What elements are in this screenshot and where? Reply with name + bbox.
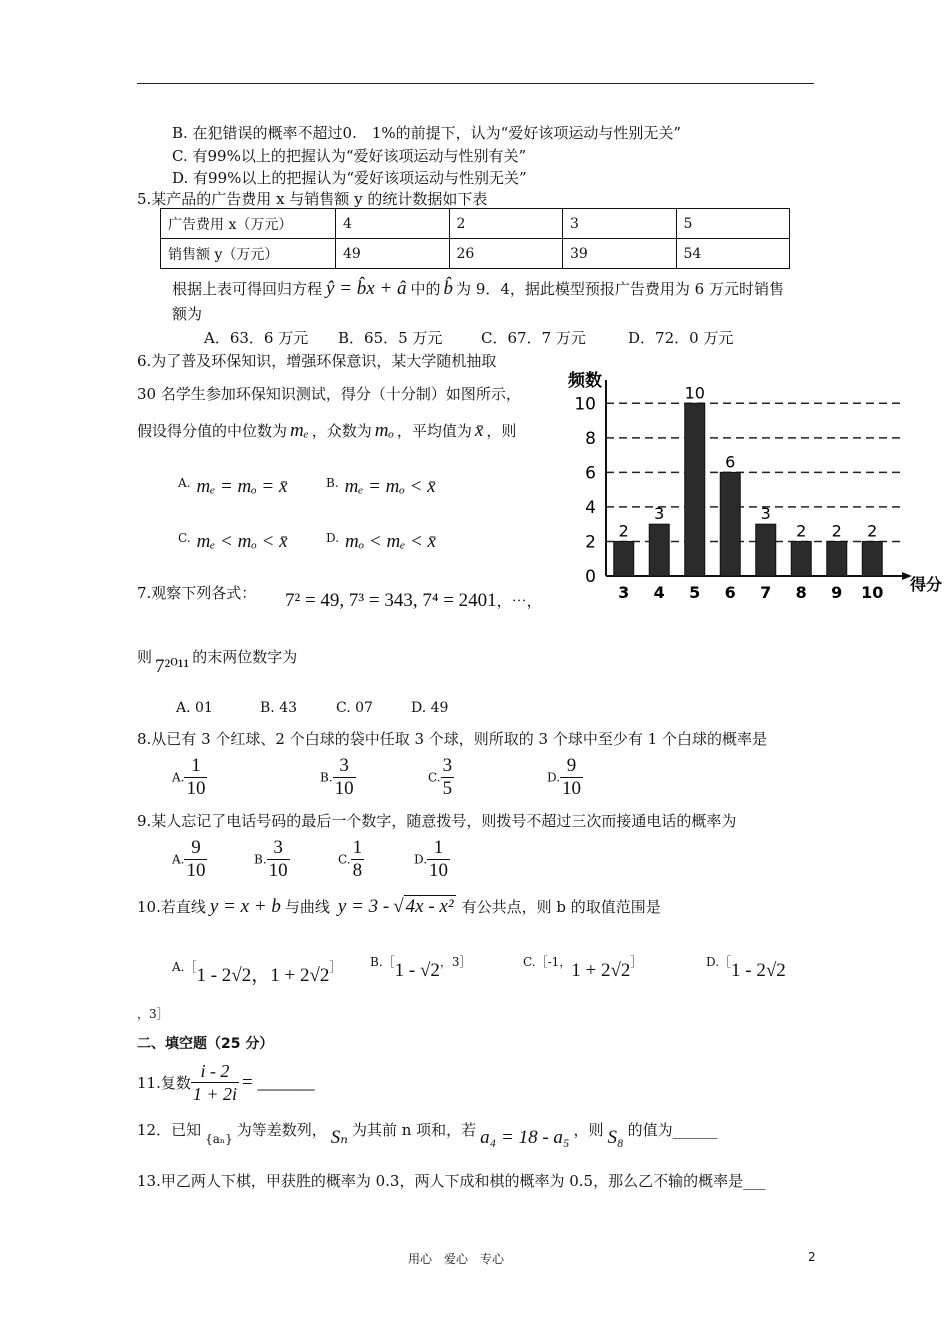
q8-option-b: B. $\frac{3}{10}$ xyxy=(320,755,354,799)
table-cell: 26 xyxy=(449,239,563,269)
q7-option-b: B. 43 xyxy=(260,700,298,716)
q13: 13.甲乙两人下棋，甲获胜的概率为 0.3，两人下成和棋的概率为 0.5，那么乙不输的概率是___ xyxy=(137,1172,766,1190)
table-cell: 4 xyxy=(336,209,450,239)
mode-symbol: mₒ xyxy=(374,420,394,441)
y-tick-label: 6 xyxy=(585,463,596,484)
table-cell: 销售额 y（万元） xyxy=(161,239,336,269)
q6-line3: 假设得分值的中位数为 mₑ ，众数为 mₒ ，平均值为 x̄ ，则 xyxy=(137,420,517,441)
q5-option-d: D．72．0 万元 xyxy=(628,329,734,347)
bar xyxy=(649,524,669,576)
bar-value-label: 3 xyxy=(760,504,771,524)
table-row xyxy=(161,209,790,239)
q10-option-d: D.［1 - 2√2 xyxy=(706,955,786,981)
q9-option-b: B. $\frac{3}{10}$ xyxy=(254,837,288,881)
y-tick-label: 0 xyxy=(585,567,596,587)
q10-option-d-continued: ，3］ xyxy=(137,1007,169,1021)
y-tick-label: 2 xyxy=(585,532,596,553)
q5-line1: 根据上表可得回归方程 ŷ = b̂x + â 中的 b̂ 为 9．4，据此模型预报广告费用为 6 万元时销售 xyxy=(172,278,784,299)
q5-data-table xyxy=(160,208,790,269)
bar-value-label: 10 xyxy=(684,383,705,403)
power-7-2011: 7²⁰¹¹ xyxy=(155,656,190,677)
table-row xyxy=(161,239,790,269)
q4-option-d: D. 有99%以上的把握认为“爱好该项运动与性别无关” xyxy=(172,169,527,187)
y-tick-label: 10 xyxy=(574,394,596,415)
q9-option-a: A. $\frac{9}{10}$ xyxy=(172,837,206,881)
table-cell: 49 xyxy=(336,239,450,269)
q7-option-a: A. 01 xyxy=(176,700,213,716)
q5-option-b: B．65．5 万元 xyxy=(338,329,443,347)
q6-line1: 6.为了普及环保知识，增强环保意识，某大学随机抽取 xyxy=(137,352,497,370)
x-axis-label: 得分 xyxy=(910,575,943,594)
x-tick-label: 4 xyxy=(653,583,665,602)
q6-option-a: $^{A.}$ mₑ = mₒ = x̄ xyxy=(178,476,288,497)
bar xyxy=(827,541,847,576)
table-cell: 3 xyxy=(563,209,677,239)
q7-option-c: C. 07 xyxy=(336,700,373,716)
table-cell: 54 xyxy=(676,239,790,269)
q6-option-c: $^{C.}$ mₑ < mₒ < x̄ xyxy=(178,531,288,552)
x-tick-label: 9 xyxy=(831,583,843,602)
y-tick-label: 4 xyxy=(585,497,596,518)
bar xyxy=(685,403,705,576)
q4-option-c: C. 有99%以上的把握认为“爱好该项运动与性别有关” xyxy=(172,147,527,165)
q7-stem: 7.观察下列各式： xyxy=(137,584,257,602)
frequency-bar-chart xyxy=(560,362,950,610)
bar xyxy=(720,472,740,576)
footer-motto: 用心 爱心 专心 xyxy=(408,1252,505,1266)
q5-stem: 5.某产品的广告费用 x 与销售额 y 的统计数据如下表 xyxy=(137,190,488,208)
mean-symbol: x̄ xyxy=(474,420,484,441)
q5-option-a: A．63．6 万元 xyxy=(204,329,309,347)
q11: 11.复数 $\frac{i - 2}{1 + 2i}$ = ______ xyxy=(137,1061,315,1104)
s-8: S₈ xyxy=(607,1127,624,1148)
bar xyxy=(791,541,811,576)
y-tick-label: 8 xyxy=(585,428,596,449)
q7-equation: 7² = 49, 7³ = 343, 7⁴ = 2401，⋯， xyxy=(285,590,542,611)
q5-option-c: C．67．7 万元 xyxy=(481,329,586,347)
bar xyxy=(756,524,776,576)
bar-value-label: 2 xyxy=(831,521,842,541)
bar-value-label: 6 xyxy=(725,452,736,472)
x-tick-label: 6 xyxy=(724,583,736,602)
q4-option-b: B. 在犯错误的概率不超过0. 1%的前提下，认为“爱好该项运动与性别无关” xyxy=(172,124,682,142)
bar-value-label: 2 xyxy=(867,521,878,541)
bar xyxy=(614,541,634,576)
q8-stem: 8.从已有 3 个红球、2 个白球的袋中任取 3 个球，则所取的 3 个球中至少有 1 个白球的概率是 xyxy=(137,730,767,748)
q9-option-c: C. $\frac{1}{8}$ xyxy=(338,837,363,881)
x-tick-label: 3 xyxy=(618,583,630,602)
q8-option-a: A. $\frac{1}{10}$ xyxy=(172,755,206,799)
q9-stem: 9.某人忘记了电话号码的最后一个数字，随意拨号，则拨号不超过三次而接通电话的概率为 xyxy=(137,812,737,830)
q6-line2: 30 名学生参加环保知识测试，得分（十分制）如图所示， xyxy=(137,385,521,403)
y-axis-label: 频数 xyxy=(568,371,602,391)
table-cell: 2 xyxy=(449,209,563,239)
x-tick-label: 5 xyxy=(689,583,701,602)
table-cell: 广告费用 x（万元） xyxy=(161,209,336,239)
q10-option-a: A.［1 - 2√2，1 + 2√2］ xyxy=(172,960,342,986)
x-tick-label: 8 xyxy=(795,583,807,602)
q8-option-d: D. $\frac{9}{10}$ xyxy=(547,755,582,799)
q7-option-d: D. 49 xyxy=(411,700,449,716)
q6-option-d: $^{D.}$ mₒ < mₑ < x̄ xyxy=(326,531,436,552)
q10-option-b: B.［1 - √2，3］ xyxy=(370,955,472,981)
header-rule xyxy=(137,83,814,84)
line-equation: y = x + b xyxy=(209,896,281,917)
q6-option-b: $^{B.}$ mₑ = mₒ < x̄ xyxy=(326,476,436,497)
q12: 12．已知 $_{\{a_n\}}$ 为等差数列， Sₙ 为其前 n 项和，若 a₄ = 18 - a₅ ，则 S₈ 的值为______ xyxy=(137,1121,718,1148)
table-cell: 5 xyxy=(676,209,790,239)
curve-equation: y = 3 - xyxy=(337,896,390,917)
bar xyxy=(862,541,882,576)
s-n: Sₙ xyxy=(330,1127,348,1148)
median-symbol: mₑ xyxy=(290,420,309,441)
b-hat: b̂ xyxy=(443,278,454,299)
bar-value-label: 2 xyxy=(796,521,807,541)
regression-equation: ŷ = b̂x + â xyxy=(326,278,407,299)
bar-value-label: 3 xyxy=(654,504,665,524)
x-tick-label: 10 xyxy=(861,583,884,602)
q9-option-d: D. $\frac{1}{10}$ xyxy=(414,837,449,881)
x-tick-label: 7 xyxy=(760,583,772,602)
bar-value-label: 2 xyxy=(618,521,629,541)
condition-equation: a₄ = 18 - a₅ xyxy=(480,1127,570,1148)
page-number: 2 xyxy=(808,1250,816,1264)
q8-option-c: C. $\frac{3}{5}$ xyxy=(428,755,453,799)
q10-stem: 10.若直线 y = x + b 与曲线 y = 3 - √ 4x - x² 有公共点，则 b 的取值范围是 xyxy=(137,896,661,917)
section-heading: 二、填空题（25 分） xyxy=(137,1036,274,1052)
q10-option-c: C.［-1，1 + 2√2］ xyxy=(523,955,643,981)
q7-line2: 则 7²⁰¹¹ 的末两位数字为 xyxy=(137,648,298,677)
q5-line2: 额为 xyxy=(172,305,203,323)
sequence-a-n: {aₙ} xyxy=(205,1132,233,1146)
table-cell: 39 xyxy=(563,239,677,269)
